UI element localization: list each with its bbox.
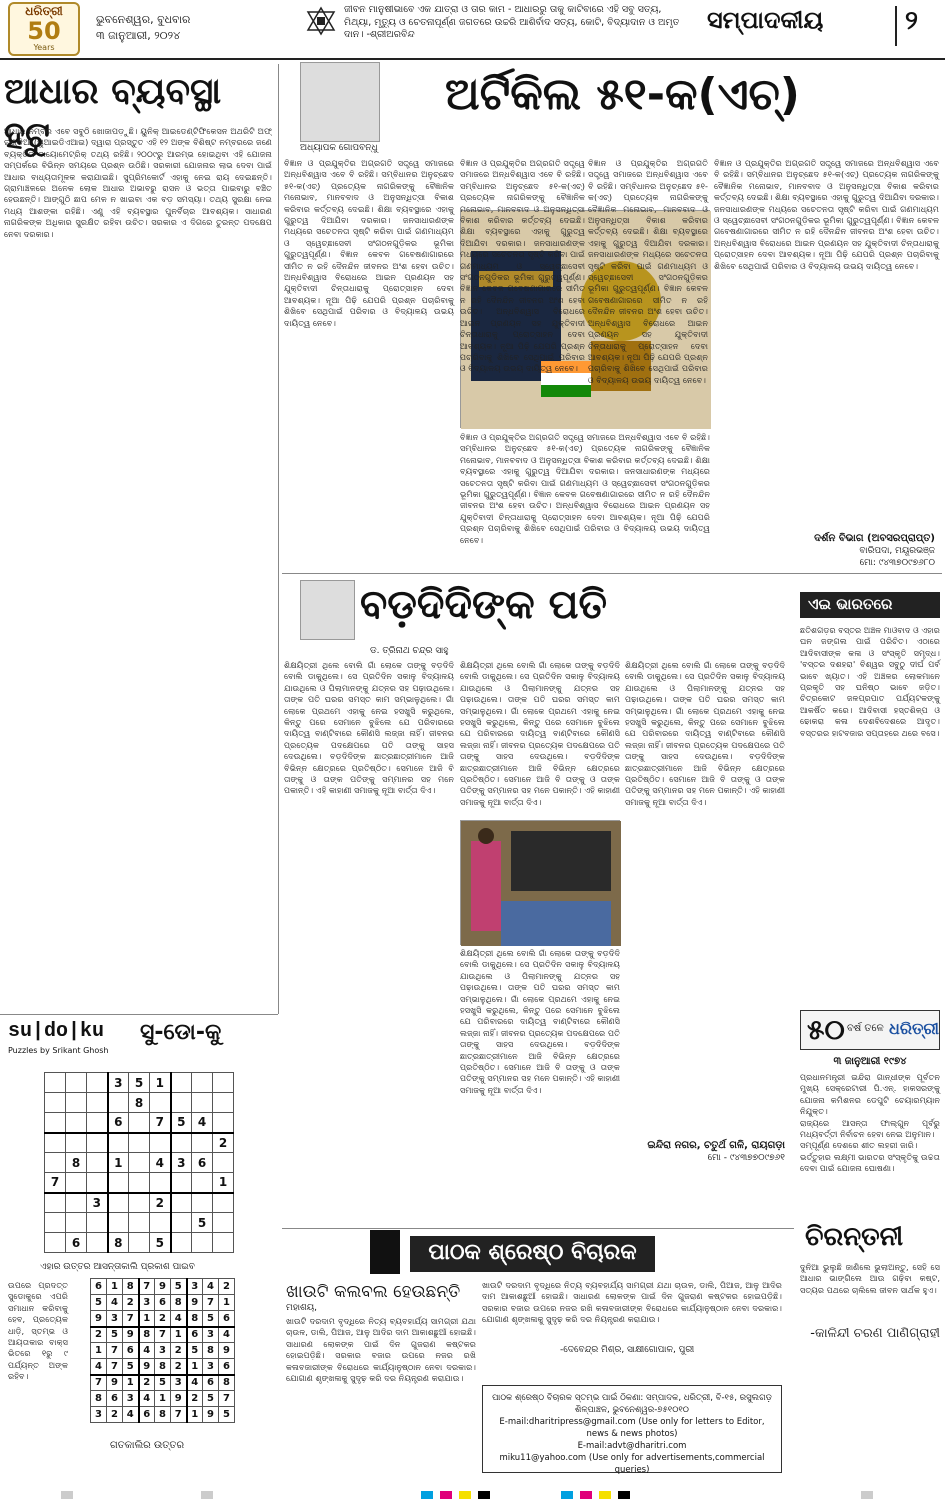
- sudoku-cell: 9: [107, 1375, 123, 1391]
- article2-headline: ବଡ଼ଦିଦିଙ୍କ ପତି: [360, 582, 608, 628]
- sudoku-cell: [213, 1233, 234, 1253]
- sudoku-cell: [171, 1133, 192, 1153]
- sudoku-cell: [213, 1113, 234, 1133]
- sudoku-cell: 3: [187, 1279, 203, 1295]
- sudoku-cell: [45, 1153, 66, 1173]
- sudoku-cell: 6: [107, 1391, 123, 1407]
- gray-swatch: [861, 1491, 873, 1499]
- sudoku-cell: 4: [203, 1279, 219, 1295]
- sudoku-cell: 4: [139, 1343, 155, 1359]
- black-swatch: [618, 1491, 630, 1499]
- sudoku-cell: 3: [139, 1295, 155, 1311]
- sudoku-cell: [192, 1073, 213, 1093]
- sudoku-cell: 5: [203, 1311, 219, 1327]
- sudoku-row: [45, 1093, 234, 1113]
- sudoku-cell: [213, 1093, 234, 1113]
- sudoku-cell: 6: [139, 1407, 155, 1423]
- sudoku-cell: 5: [187, 1343, 203, 1359]
- sudoku-cell: 3: [123, 1391, 139, 1407]
- sudoku-cell: 2: [107, 1407, 123, 1423]
- sudoku-cell: 9: [123, 1327, 139, 1343]
- fifty-years-item: ଭର୍ତ୍ତୁହାର ଲକ୍ଷ୍ମୀ ଭାରତର ସଂସ୍କୃତିକୁ ଉଚ୍ଚତା ଦେବା ପାଇଁ ଯୋଜନା ଘୋଷଣା।: [800, 1151, 940, 1174]
- sudoku-cell: 1: [219, 1295, 235, 1311]
- sudoku-row: [45, 1073, 234, 1093]
- classroom-photo: [460, 820, 620, 945]
- masthead: [0, 0, 945, 60]
- sudoku-cell: [213, 1193, 234, 1213]
- sudoku-cell: [87, 1233, 108, 1253]
- sudoku-cell: 8: [171, 1295, 187, 1311]
- cyan-swatch: [421, 1491, 433, 1499]
- logo-sub: Years: [33, 43, 55, 52]
- article1-headline: ଅର୍ଟିକିଲ ୫୧-କ(ଏଚ୍): [445, 69, 800, 120]
- sudoku-cell: 9: [139, 1359, 155, 1375]
- magenta-swatch: [580, 1491, 592, 1499]
- sudoku-cell: [192, 1173, 213, 1193]
- sudoku-cell: 7: [123, 1311, 139, 1327]
- sudoku-cell: 7: [203, 1295, 219, 1311]
- sudoku-row: [45, 1113, 234, 1133]
- sudoku-cell: [66, 1113, 87, 1133]
- print-registration-bar: [0, 1478, 945, 1498]
- letter1-body-col2: ଖାଉଟି ଦରଦାମ ବୃଦ୍ଧିରେ ନିତ୍ୟ ବ୍ୟବହାର୍ଯ୍ୟ ସାମଗ୍ରୀ ଯଥା ଚାଉଳ, ଡାଲି, ପିଆଜ, ଆଳୁ ଆଦିର ଦାମ ଆକାଶଛୁଆଁ ହୋଇଛି। ସାଧାରଣ ଲୋକଙ୍କ ପାଇଁ ଦିନ ଗୁଜରାଣ କଷ୍ଟକର ହୋଇପଡ଼ିଛି। ସରକାର ବଜାର ଉପରେ ନଜର ରଖି କଳାବଜାରୀଙ୍କ ବିରୋଧରେ କାର୍ଯ୍ୟାନୁଷ୍ଠାନ ନେବା ଦରକାର। ଯୋଗାଣ ଶୃଙ୍ଖଳାକୁ ସୁଦୃଢ଼ କରି ଦର ନିୟନ୍ତ୍ରଣ କରାଯାଉ।: [482, 1280, 782, 1325]
- sudoku-cell: 1: [91, 1343, 107, 1359]
- section-title: ସମ୍ପାଦକୀୟ: [707, 6, 897, 46]
- sudoku-cell: [192, 1133, 213, 1153]
- sudoku-cell: 2: [155, 1311, 171, 1327]
- article1-author-phone: ମୋ: ୯୪୩୭୦୯୭୬୮୦: [859, 558, 935, 568]
- sudoku-cell: 2: [171, 1359, 187, 1375]
- sudoku-cell: 8: [203, 1343, 219, 1359]
- sudoku-cell: 7: [171, 1407, 187, 1423]
- sudoku-cell: [45, 1113, 66, 1133]
- article1-body-col1: ବିଜ୍ଞାନ ଓ ପ୍ରଯୁକ୍ତିର ଅଗ୍ରଗତି ସତ୍ତ୍ୱେ ସମାଜରେ ଅନ୍ଧବିଶ୍ୱାସ ଏବେ ବି ରହିଛି। ସମ୍ବିଧାନର ଅନୁଚ୍ଛେଦ ୫୧-କ(ଏଚ୍) ପ୍ରତ୍ୟେକ ନାଗରିକଙ୍କୁ ବୈଜ୍ଞାନିକ ମନୋଭାବ, ମାନବବାଦ ଓ ଅନୁସନ୍ଧିତ୍ସା ବିକାଶ କରିବାର କର୍ତ୍ତବ୍ୟ ଦେଇଛି। ଶିକ୍ଷା ବ୍ୟବସ୍ଥାରେ ଏହାକୁ ଗୁରୁତ୍ୱ ଦିଆଯିବା ଦରକାର। ଜନସାଧାରଣଙ୍କ ମଧ୍ୟରେ ସଚେତନତା ସୃଷ୍ଟି କରିବା ପାଇଁ ଗଣମାଧ୍ୟମ ଓ ସ୍ୱେଚ୍ଛାସେବୀ ସଂଗଠନଗୁଡ଼ିକର ଭୂମିକା ଗୁରୁତ୍ୱପୂର୍ଣ୍ଣ। ବିଜ୍ଞାନ କେବଳ ଗବେଷଣାଗାରରେ ସୀମିତ ନ ରହି ଦୈନନ୍ଦିନ ଜୀବନର ଅଂଶ ହେବା ଉଚିତ। ଅନ୍ଧବିଶ୍ୱାସ ବିରୋଧରେ ଆଇନ ପ୍ରଣୟନ ସହ ଯୁକ୍ତିବାଦୀ ଚିନ୍ତାଧାରାକୁ ପ୍ରୋତ୍ସାହନ ଦେବା ଆବଶ୍ୟକ। ନୂଆ ପିଢ଼ି ଯେପରି ପ୍ରଶ୍ନ ପଚାରିବାକୁ ଶିଖିବେ ସେଥିପାଇଁ ପରିବାର ଓ ବିଦ୍ୟାଳୟ ଉଭୟ ଦାୟିତ୍ୱ ନେବେ।: [284, 158, 454, 328]
- author-photo-1: [300, 62, 380, 142]
- sudoku-cell: 9: [203, 1407, 219, 1423]
- contact-email-advt[interactable]: E-mail:advt@dharitri.com: [577, 1441, 687, 1451]
- article2-author-phone: ମୋ - ୯୪୩୭୭୦୯୭୬୧: [707, 1153, 785, 1163]
- section-divider: [282, 573, 942, 574]
- sudoku-cell: 3: [87, 1193, 108, 1213]
- this-india-title: ଏଇ ଭାରତରେ: [800, 592, 940, 618]
- sudoku-cell: 3: [107, 1311, 123, 1327]
- sudoku-cell: 3: [155, 1343, 171, 1359]
- sudoku-cell: [66, 1093, 87, 1113]
- author-photo-2: [300, 580, 355, 640]
- sudoku-cell: 8: [91, 1391, 107, 1407]
- sudoku-cell: [213, 1153, 234, 1173]
- sudoku-cell: 1: [139, 1311, 155, 1327]
- sudoku-row: [91, 1375, 235, 1391]
- sudoku-cell: [171, 1173, 192, 1193]
- sudoku-row: [91, 1343, 235, 1359]
- sudoku-cell: [192, 1233, 213, 1253]
- sudoku-logo: su|do|ku: [8, 1020, 105, 1043]
- sudoku-cell: 5: [155, 1375, 171, 1391]
- sudoku-cell: 3: [203, 1327, 219, 1343]
- classroom-illustration: [461, 821, 621, 946]
- sudoku-cell: 6: [108, 1113, 129, 1133]
- sudoku-cell: [87, 1213, 108, 1233]
- sudoku-cell: [129, 1113, 150, 1133]
- sudoku-row: [91, 1391, 235, 1407]
- letters-icon: [370, 1230, 400, 1274]
- gray-swatch: [201, 1491, 213, 1499]
- sudoku-cell: 7: [107, 1343, 123, 1359]
- sudoku-row: [45, 1133, 234, 1153]
- sudoku-cell: 9: [171, 1391, 187, 1407]
- author-caption-2: ଡ. ତ୍ରିନାଥ ଚନ୍ଦ୍ର ସାହୁ: [370, 646, 449, 656]
- sudoku-cell: 5: [203, 1391, 219, 1407]
- sudoku-cell: 6: [192, 1153, 213, 1173]
- sudoku-cell: 8: [66, 1153, 87, 1173]
- sudoku-cell: 6: [123, 1343, 139, 1359]
- fifty-years-number: ୫୦: [807, 1013, 845, 1046]
- sudoku-cell: 4: [107, 1295, 123, 1311]
- sudoku-cell: 4: [219, 1327, 235, 1343]
- issue-date: ୩ ଜାନୁଆରୀ, ୨୦୨୪: [96, 29, 181, 42]
- sudoku-cell: 6: [219, 1311, 235, 1327]
- daily-quote: ଜୀବନ ମାନୁଷୀଭାବେ ଏକ ଯାତ୍ରା ଓ ତାର କାମ - ଆଧାରରୁ ତାକୁ କାଟିବାରେ ଏହି ସବୁ ସତ୍ୟ, ମିଥ୍ୟା, ମୃତ୍ୟୁ ଓ ଚେତନାପୂର୍ଣ୍ଣ ଜଗତରେ ଉଚ୍ଚରି ଆଶିର୍ବାଦ ସତ୍ୟ, କୋଟି, ବିଦ୍ୟାଦାନ ଓ ଅମୃତ ଦାନ। -ଶ୍ରୀଅରବିନ୍ଦ: [344, 4, 680, 40]
- sudoku-cell: [87, 1173, 108, 1193]
- sudoku-cell: [87, 1153, 108, 1173]
- fifty-years-item: ପ୍ରଧାନମନ୍ତ୍ରୀ ଇନ୍ଦିରା ଗାନ୍ଧୀଙ୍କ ପୂର୍ବତନ ମୁଖ୍ୟ ସେକ୍ରେଟାରୀ ପି.ଏନ୍. ହାକସରଙ୍କୁ ଯୋଜନା କମିଶନର ଡେପୁଟି ଚେୟାରମ୍ୟାନ ନିଯୁକ୍ତ।: [800, 1072, 940, 1117]
- yellow-swatch: [459, 1491, 471, 1499]
- sudoku-cell: [171, 1073, 192, 1093]
- sudoku-cell: [129, 1193, 150, 1213]
- article1-author-block: [720, 533, 935, 569]
- sudoku-cell: 5: [150, 1233, 171, 1253]
- sudoku-cell: 8: [155, 1359, 171, 1375]
- article1-author-name: ଦର୍ଶନ ବିଭାଗ (ଅବସରପ୍ରାପ୍ତ): [814, 533, 935, 544]
- sudoku-cell: 3: [203, 1359, 219, 1375]
- sudoku-cell: 2: [150, 1193, 171, 1213]
- sudoku-title-odia: ସୁ-ଡୋ-କୁ: [140, 1020, 222, 1045]
- sudoku-cell: 2: [213, 1133, 234, 1153]
- sudoku-cell: [108, 1133, 129, 1153]
- sudoku-cell: 3: [91, 1407, 107, 1423]
- registration-marks-1: [60, 1484, 74, 1503]
- cyan-swatch: [561, 1491, 573, 1499]
- sudoku-cell: 6: [203, 1375, 219, 1391]
- sudoku-cell: 9: [219, 1343, 235, 1359]
- sudoku-cell: [87, 1133, 108, 1153]
- fifty-years-title: ବର୍ଷ ତଳେ: [847, 1023, 884, 1034]
- author-caption-1: ଅଧ୍ୟାପକ ଗୋପବନ୍ଧୁ: [300, 143, 378, 153]
- sudoku-cell: 1: [187, 1359, 203, 1375]
- letters-divider: [282, 1228, 794, 1229]
- editorial-headline: ଆଧାର ବ୍ୟବସ୍ଥା ହଟୁ: [4, 71, 222, 156]
- sudoku-cell: 8: [219, 1375, 235, 1391]
- letter1-salutation: ମହାଶୟ,: [286, 1303, 318, 1313]
- letters-contact-box: [482, 1385, 782, 1473]
- sudoku-cell: 7: [219, 1391, 235, 1407]
- fifty-years-item: ରାଜ୍ୟରେ ଆସନ୍ତା ଫାଲ୍ଗୁନ ପୂର୍ବରୁ ମଧ୍ୟବର୍ତ୍ତୀ ନିର୍ବାଚନ ହେବା ନେଇ ଅନୁମାନ।: [800, 1117, 940, 1140]
- sudoku-cell: [66, 1193, 87, 1213]
- sudoku-cell: [45, 1133, 66, 1153]
- sudoku-solution-caption: ଗତକାଲିର ଉତ୍ତର: [110, 1440, 185, 1451]
- page-number: ୨: [905, 6, 918, 36]
- sudoku-cell: 5: [107, 1327, 123, 1343]
- fifty-years-item: ସମ୍ପୂର୍ଣ୍ଣ ଦେଶରେ ଶୀତ ଲହରୀ ଜାରି।: [800, 1140, 918, 1151]
- sudoku-cell: [87, 1093, 108, 1113]
- chirantani-author: -କାଳିନ୍ଦୀ ଚରଣ ପାଣିଗ୍ରାହୀ: [810, 1326, 940, 1341]
- registration-marks-3: [860, 1484, 874, 1503]
- sudoku-cell: 8: [187, 1311, 203, 1327]
- sudoku-cell: 4: [91, 1359, 107, 1375]
- sudoku-cell: 4: [187, 1375, 203, 1391]
- sudoku-cell: 3: [171, 1153, 192, 1173]
- sudoku-row: [91, 1311, 235, 1327]
- article2-body-col4: ଶିକ୍ଷୟିତ୍ରୀ ଥିଲେ ବୋଲି ଗାଁ ଲୋକେ ତାଙ୍କୁ ବଡ଼ଦିଦି ବୋଲି ଡାକୁଥିଲେ। ସେ ପ୍ରତିଦିନ ସକାଳୁ ବିଦ୍ୟାଳୟ ଯାଉଥିଲେ ଓ ପିଲାମାନଙ୍କୁ ଯତ୍ନର ସହ ପଢ଼ାଉଥିଲେ। ତାଙ୍କ ପତି ଘରର ସମସ୍ତ କାମ ସମ୍ଭାଳୁଥିଲେ। ଗାଁ ଲୋକେ ପ୍ରଥମେ ଏହାକୁ ନେଇ ହସଖୁସି କରୁଥିଲେ, କିନ୍ତୁ ପରେ ସେମାନେ ବୁଝିଲେ ଯେ ପରିବାରରେ ଦାୟିତ୍ୱ ବାଣ୍ଟିବାରେ କୌଣସି ଲଜ୍ଜା ନାହିଁ। ଜୀବନର ପ୍ରତ୍ୟେକ ପଦକ୍ଷେପରେ ପତି ତାଙ୍କୁ ସାହସ ଦେଉଥିଲେ। ବଡ଼ଦିଦିଙ୍କ ଛାତ୍ରଛାତ୍ରୀମାନେ ଆଜି ବିଭିନ୍ନ କ୍ଷେତ୍ରରେ ପ୍ରତିଷ୍ଠିତ। ସେମାନେ ଆଜି ବି ତାଙ୍କୁ ଓ ତାଙ୍କ ପତିଙ୍କୁ ସମ୍ମାନର ସହ ମନେ ପକାନ୍ତି। ଏହି କାହାଣୀ ସମାଜକୁ ନୂଆ ବାର୍ତ୍ତା ଦିଏ।: [625, 660, 785, 807]
- letter1-body-col1: ଖାଉଟି ଦରଦାମ ବୃଦ୍ଧିରେ ନିତ୍ୟ ବ୍ୟବହାର୍ଯ୍ୟ ସାମଗ୍ରୀ ଯଥା ଚାଉଳ, ଡାଲି, ପିଆଜ, ଆଳୁ ଆଦିର ଦାମ ଆକାଶଛୁଆଁ ହୋଇଛି। ସାଧାରଣ ଲୋକଙ୍କ ପାଇଁ ଦିନ ଗୁଜରାଣ କଷ୍ଟକର ହୋଇପଡ଼ିଛି। ସରକାର ବଜାର ଉପରେ ନଜର ରଖି କଳାବଜାରୀଙ୍କ ବିରୋଧରେ କାର୍ଯ୍ୟାନୁଷ୍ଠାନ ନେବା ଦରକାର। ଯୋଗାଣ ଶୃଙ୍ଖଳାକୁ ସୁଦୃଢ଼ କରି ଦର ନିୟନ୍ତ୍ରଣ କରାଯାଉ।: [286, 1316, 476, 1384]
- sudoku-cell: [45, 1073, 66, 1093]
- sudoku-cell: [129, 1133, 150, 1153]
- article1-body-col5: ବିଜ୍ଞାନ ଓ ପ୍ରଯୁକ୍ତିର ଅଗ୍ରଗତି ସତ୍ତ୍ୱେ ସମାଜରେ ଅନ୍ଧବିଶ୍ୱାସ ଏବେ ବି ରହିଛି। ସମ୍ବିଧାନର ଅନୁଚ୍ଛେଦ ୫୧-କ(ଏଚ୍) ପ୍ରତ୍ୟେକ ନାଗରିକଙ୍କୁ ବୈଜ୍ଞାନିକ ମନୋଭାବ, ମାନବବାଦ ଓ ଅନୁସନ୍ଧିତ୍ସା ବିକାଶ କରିବାର କର୍ତ୍ତବ୍ୟ ଦେଇଛି। ଶିକ୍ଷା ବ୍ୟବସ୍ଥାରେ ଏହାକୁ ଗୁରୁତ୍ୱ ଦିଆଯିବା ଦରକାର। ଜନସାଧାରଣଙ୍କ ମଧ୍ୟରେ ସଚେତନତା ସୃଷ୍ଟି କରିବା ପାଇଁ ଗଣମାଧ୍ୟମ ଓ ସ୍ୱେଚ୍ଛାସେବୀ ସଂଗଠନଗୁଡ଼ିକର ଭୂମିକା ଗୁରୁତ୍ୱପୂର୍ଣ୍ଣ। ବିଜ୍ଞାନ କେବଳ ଗବେଷଣାଗାରରେ ସୀମିତ ନ ରହି ଦୈନନ୍ଦିନ ଜୀବନର ଅଂଶ ହେବା ଉଚିତ। ଅନ୍ଧବିଶ୍ୱାସ ବିରୋଧରେ ଆଇନ ପ୍ରଣୟନ ସହ ଯୁକ୍ତିବାଦୀ ଚିନ୍ତାଧାରାକୁ ପ୍ରୋତ୍ସାହନ ଦେବା ଆବଶ୍ୟକ। ନୂଆ ପିଢ଼ି ଯେପରି ପ୍ରଶ୍ନ ପଚାରିବାକୁ ଶିଖିବେ ସେଥିପାଇଁ ପରିବାର ଓ ବିଦ୍ୟାଳୟ ଉଭୟ ଦାୟିତ୍ୱ ନେବେ।: [714, 158, 939, 271]
- article2-author-place: ଇନ୍ଦିରା ନଗର, ଚତୁର୍ଥ ଗଳି, ରାୟଗଡ଼ା: [647, 1140, 785, 1151]
- sudoku-cell: 5: [123, 1359, 139, 1375]
- sudoku-cell: [171, 1193, 192, 1213]
- sudoku-cell: [66, 1213, 87, 1233]
- sudoku-cell: 8: [155, 1407, 171, 1423]
- article2-body-col1: ଶିକ୍ଷୟିତ୍ରୀ ଥିଲେ ବୋଲି ଗାଁ ଲୋକେ ତାଙ୍କୁ ବଡ଼ଦିଦି ବୋଲି ଡାକୁଥିଲେ। ସେ ପ୍ରତିଦିନ ସକାଳୁ ବିଦ୍ୟାଳୟ ଯାଉଥିଲେ ଓ ପିଲାମାନଙ୍କୁ ଯତ୍ନର ସହ ପଢ଼ାଉଥିଲେ। ତାଙ୍କ ପତି ଘରର ସମସ୍ତ କାମ ସମ୍ଭାଳୁଥିଲେ। ଗାଁ ଲୋକେ ପ୍ରଥମେ ଏହାକୁ ନେଇ ହସଖୁସି କରୁଥିଲେ, କିନ୍ତୁ ପରେ ସେମାନେ ବୁଝିଲେ ଯେ ପରିବାରରେ ଦାୟିତ୍ୱ ବାଣ୍ଟିବାରେ କୌଣସି ଲଜ୍ଜା ନାହିଁ। ଜୀବନର ପ୍ରତ୍ୟେକ ପଦକ୍ଷେପରେ ପତି ତାଙ୍କୁ ସାହସ ଦେଉଥିଲେ। ବଡ଼ଦିଦିଙ୍କ ଛାତ୍ରଛାତ୍ରୀମାନେ ଆଜି ବିଭିନ୍ନ କ୍ଷେତ୍ରରେ ପ୍ରତିଷ୍ଠିତ। ସେମାନେ ଆଜି ବି ତାଙ୍କୁ ଓ ତାଙ୍କ ପତିଙ୍କୁ ସମ୍ମାନର ସହ ମନେ ପକାନ୍ତି। ଏହି କାହାଣୀ ସମାଜକୁ ନୂଆ ବାର୍ତ୍ତା ଦିଏ।: [284, 660, 454, 796]
- sudoku-cell: 9: [187, 1295, 203, 1311]
- logo-name: ଧରିତ୍ରୀ: [25, 4, 63, 18]
- article1-body-col3: ବିଜ୍ଞାନ ଓ ପ୍ରଯୁକ୍ତିର ଅଗ୍ରଗତି ସତ୍ତ୍ୱେ ସମାଜରେ ଅନ୍ଧବିଶ୍ୱାସ ଏବେ ବି ରହିଛି। ସମ୍ବିଧାନର ଅନୁଚ୍ଛେଦ ୫୧-କ(ଏଚ୍) ପ୍ରତ୍ୟେକ ନାଗରିକଙ୍କୁ ବୈଜ୍ଞାନିକ ମନୋଭାବ, ମାନବବାଦ ଓ ଅନୁସନ୍ଧିତ୍ସା ବିକାଶ କରିବାର କର୍ତ୍ତବ୍ୟ ଦେଇଛି। ଶିକ୍ଷା ବ୍ୟବସ୍ଥାରେ ଏହାକୁ ଗୁରୁତ୍ୱ ଦିଆଯିବା ଦରକାର। ଜନସାଧାରଣଙ୍କ ମଧ୍ୟରେ ସଚେତନତା ସୃଷ୍ଟି କରିବା ପାଇଁ ଗଣମାଧ୍ୟମ ଓ ସ୍ୱେଚ୍ଛାସେବୀ ସଂଗଠନଗୁଡ଼ିକର ଭୂମିକା ଗୁରୁତ୍ୱପୂର୍ଣ୍ଣ। ବିଜ୍ଞାନ କେବଳ ଗବେଷଣାଗାରରେ ସୀମିତ ନ ରହି ଦୈନନ୍ଦିନ ଜୀବନର ଅଂଶ ହେବା ଉଚିତ। ଅନ୍ଧବିଶ୍ୱାସ ବିରୋଧରେ ଆଇନ ପ୍ରଣୟନ ସହ ଯୁକ୍ତିବାଦୀ ଚିନ୍ତାଧାରାକୁ ପ୍ରୋତ୍ସାହନ ଦେବା ଆବଶ୍ୟକ। ନୂଆ ପିଢ଼ି ଯେପରି ପ୍ରଶ୍ନ ପଚାରିବାକୁ ଶିଖିବେ ସେଥିପାଇଁ ପରିବାର ଓ ବିଦ୍ୟାଳୟ ଉଭୟ ଦାୟିତ୍ୱ ନେବେ।: [588, 158, 708, 385]
- black-swatch: [478, 1491, 490, 1499]
- sudoku-cell: [108, 1193, 129, 1213]
- sudoku-cell: [129, 1213, 150, 1233]
- sudoku-cell: [129, 1153, 150, 1173]
- sudoku-row: [91, 1407, 235, 1423]
- sudoku-row: [45, 1213, 234, 1233]
- sudoku-cell: [45, 1213, 66, 1233]
- sudoku-cell: [192, 1093, 213, 1113]
- article2-body-col2: ଶିକ୍ଷୟିତ୍ରୀ ଥିଲେ ବୋଲି ଗାଁ ଲୋକେ ତାଙ୍କୁ ବଡ଼ଦିଦି ବୋଲି ଡାକୁଥିଲେ। ସେ ପ୍ରତିଦିନ ସକାଳୁ ବିଦ୍ୟାଳୟ ଯାଉଥିଲେ ଓ ପିଲାମାନଙ୍କୁ ଯତ୍ନର ସହ ପଢ଼ାଉଥିଲେ। ତାଙ୍କ ପତି ଘରର ସମସ୍ତ କାମ ସମ୍ଭାଳୁଥିଲେ। ଗାଁ ଲୋକେ ପ୍ରଥମେ ଏହାକୁ ନେଇ ହସଖୁସି କରୁଥିଲେ, କିନ୍ତୁ ପରେ ସେମାନେ ବୁଝିଲେ ଯେ ପରିବାରରେ ଦାୟିତ୍ୱ ବାଣ୍ଟିବାରେ କୌଣସି ଲଜ୍ଜା ନାହିଁ। ଜୀବନର ପ୍ରତ୍ୟେକ ପଦକ୍ଷେପରେ ପତି ତାଙ୍କୁ ସାହସ ଦେଉଥିଲେ। ବଡ଼ଦିଦିଙ୍କ ଛାତ୍ରଛାତ୍ରୀମାନେ ଆଜି ବିଭିନ୍ନ କ୍ଷେତ୍ରରେ ପ୍ରତିଷ୍ଠିତ। ସେମାନେ ଆଜି ବି ତାଙ୍କୁ ଓ ତାଙ୍କ ପତିଙ୍କୁ ସମ୍ମାନର ସହ ମନେ ପକାନ୍ତି। ଏହି କାହାଣୀ ସମାଜକୁ ନୂଆ ବାର୍ତ୍ତା ଦିଏ।: [460, 660, 620, 807]
- contact-address: ପାଠକ ଶ୍ରେଷ୍ଠ ବିଚାରକ ସ୍ତମ୍ଭ ପାଇଁ ଠିକଣା: ସମ୍ପାଦକ, ଧରିତ୍ରୀ, ବି-୧୫, ରସୁଲଗଡ଼ ଶିଳ୍ପାଞ୍ଚଳ, ଭୁବନେଶ୍ୱର-୭୫୧୦୧୦: [492, 1393, 772, 1415]
- sudoku-subtitle: Puzzles by Srikant Ghosh: [8, 1046, 109, 1055]
- sudoku-cell: [171, 1213, 192, 1233]
- sudoku-cell: 6: [91, 1279, 107, 1295]
- fifty-years-banner: [800, 1010, 940, 1050]
- sudoku-cell: [108, 1093, 129, 1113]
- sudoku-cell: 2: [139, 1375, 155, 1391]
- sudoku-cell: [171, 1093, 192, 1113]
- sudoku-cell: 1: [107, 1279, 123, 1295]
- sudoku-cell: 9: [155, 1279, 171, 1295]
- sudoku-cell: [213, 1073, 234, 1093]
- sudoku-cell: 7: [107, 1359, 123, 1375]
- this-india-body: ଛତିଶଗଡ଼ର ବସ୍ତର ଅଞ୍ଚଳ ମାଓବାଦ ଓ ଏହାର ଘନ ଜଙ୍ଗଲ ପାଇଁ ପରିଚିତ। ଏଠାରେ ଆଦିବାସୀଙ୍କ କଳା ଓ ସଂସ୍କୃତି ସମୃଦ୍ଧ। 'ବସ୍ତର ଦଶହରା' ବିଶ୍ୱର ସବୁଠୁ ଦୀର୍ଘ ପର୍ବ ଭାବେ ଖ୍ୟାତ। ଏହି ଅଞ୍ଚଳର ଲୋକମାନେ ପ୍ରକୃତି ସହ ଘନିଷ୍ଠ ଭାବେ ଜଡ଼ିତ। ଚିତ୍ରକୋଟ ଜଳପ୍ରପାତ ପର୍ଯ୍ୟଟକଙ୍କୁ ଆକର୍ଷିତ କରେ। ଆଦିବାସୀ ହସ୍ତଶିଳ୍ପ ଓ ଢୋକରା କଳା ଦେଶବିଦେଶରେ ଆଦୃତ। ବସ୍ତରର ହାଟବଜାର ସପ୍ତାହରେ ଥରେ ବସେ।: [800, 625, 940, 738]
- letter1-title: ଖାଉଟି କଲବଲ ହେଉଛନ୍ତି: [286, 1282, 461, 1302]
- color-swatches: [420, 1484, 491, 1503]
- dharitri-50-logo: [8, 2, 80, 56]
- fifty-years-brand: ଧରିତ୍ରୀ: [889, 1019, 939, 1038]
- sudoku-cell: [129, 1233, 150, 1253]
- sudoku-cell: 8: [123, 1279, 139, 1295]
- color-swatches-2: [560, 1484, 631, 1503]
- registration-marks-2: [200, 1484, 214, 1503]
- letters-banner: ପାଠକ ଶ୍ରେଷ୍ଠ ବିଚାରକ: [410, 1236, 655, 1272]
- sudoku-cell: [66, 1173, 87, 1193]
- sudoku-cell: 5: [171, 1279, 187, 1295]
- sudoku-cell: 7: [150, 1113, 171, 1133]
- sudoku-cell: [150, 1173, 171, 1193]
- sudoku-cell: [192, 1193, 213, 1213]
- sudoku-cell: 5: [219, 1407, 235, 1423]
- sudoku-cell: 8: [108, 1233, 129, 1253]
- sudoku-cell: [150, 1093, 171, 1113]
- sudoku-cell: 7: [139, 1279, 155, 1295]
- gray-swatch: [61, 1491, 73, 1499]
- sudoku-row: [45, 1233, 234, 1253]
- sudoku-cell: 3: [108, 1073, 129, 1093]
- sudoku-cell: [129, 1173, 150, 1193]
- sudoku-cell: 1: [187, 1407, 203, 1423]
- sudoku-cell: 1: [213, 1173, 234, 1193]
- sudoku-cell: 6: [219, 1359, 235, 1375]
- sudoku-cell: 2: [187, 1391, 203, 1407]
- sudoku-row: [45, 1173, 234, 1193]
- chirantani-title: ଚିରନ୍ତନୀ: [805, 1222, 904, 1252]
- sudoku-cell: 4: [192, 1113, 213, 1133]
- sudoku-cell: 3: [171, 1375, 187, 1391]
- yellow-swatch: [599, 1491, 611, 1499]
- sudoku-cell: [87, 1073, 108, 1093]
- magenta-swatch: [440, 1491, 452, 1499]
- article2-author-block: [625, 1140, 785, 1164]
- aurobindo-symbol-icon: [306, 6, 336, 36]
- sudoku-cell: 7: [45, 1173, 66, 1193]
- contact-email-commercial[interactable]: miku11@yahoo.com (Use only for advertisements,commercial queries): [499, 1453, 765, 1475]
- sudoku-cell: 1: [150, 1073, 171, 1093]
- sudoku-cell: 5: [171, 1113, 192, 1133]
- letter1-signature: -ଦେବେନ୍ଦ୍ର ମିଶ୍ର, ସାକ୍ଷୀଗୋପାଳ, ପୁରୀ: [560, 1345, 695, 1355]
- sudoku-solution-note: ଉପରେ ପ୍ରଦତ୍ତ ସୁଡୋକୁରେ ଏପରି ସମାଧାନ କରିବାକୁ ହେବ, ପ୍ରତ୍ୟେକ ଧାଡ଼ି, ସ୍ତମ୍ଭ ଓ ଆୟତାକାର ବାକ୍ସ ଭିତରେ ୧ରୁ ୯ ପର୍ଯ୍ୟନ୍ତ ଅଙ୍କ ରହିବ।: [8, 1280, 68, 1382]
- sudoku-cell: [66, 1073, 87, 1093]
- dateline: [96, 12, 190, 44]
- logo-years: 50: [27, 17, 61, 45]
- sudoku-cell: [45, 1193, 66, 1213]
- chirantani-body: ଦୁନିଆ ଭୁଲୁଛି ଜାଣିଲେ ଭୁଲାଅନ୍ତୁ, ସେହି ସେ ଆଧାର ଭାଙ୍ଗିଲେ ଆଉ ଗଢ଼ିବା କଷ୍ଟ, ସତ୍ୟର ପଥରେ ଚାଲିଲେ ଜୀବନ ସାର୍ଥକ ହୁଏ।: [800, 1262, 940, 1295]
- sudoku-cell: 8: [129, 1093, 150, 1113]
- sudoku-cell: 6: [155, 1295, 171, 1311]
- sudoku-cell: [108, 1213, 129, 1233]
- article1-body-col4: ବିଜ୍ଞାନ ଓ ପ୍ରଯୁକ୍ତିର ଅଗ୍ରଗତି ସତ୍ତ୍ୱେ ସମାଜରେ ଅନ୍ଧବିଶ୍ୱାସ ଏବେ ବି ରହିଛି। ସମ୍ବିଧାନର ଅନୁଚ୍ଛେଦ ୫୧-କ(ଏଚ୍) ପ୍ରତ୍ୟେକ ନାଗରିକଙ୍କୁ ବୈଜ୍ଞାନିକ ମନୋଭାବ, ମାନବବାଦ ଓ ଅନୁସନ୍ଧିତ୍ସା ବିକାଶ କରିବାର କର୍ତ୍ତବ୍ୟ ଦେଇଛି। ଶିକ୍ଷା ବ୍ୟବସ୍ଥାରେ ଏହାକୁ ଗୁରୁତ୍ୱ ଦିଆଯିବା ଦରକାର। ଜନସାଧାରଣଙ୍କ ମଧ୍ୟରେ ସଚେତନତା ସୃଷ୍ଟି କରିବା ପାଇଁ ଗଣମାଧ୍ୟମ ଓ ସ୍ୱେଚ୍ଛାସେବୀ ସଂଗଠନଗୁଡ଼ିକର ଭୂମିକା ଗୁରୁତ୍ୱପୂର୍ଣ୍ଣ। ବିଜ୍ଞାନ କେବଳ ଗବେଷଣାଗାରରେ ସୀମିତ ନ ରହି ଦୈନନ୍ଦିନ ଜୀବନର ଅଂଶ ହେବା ଉଚିତ। ଅନ୍ଧବିଶ୍ୱାସ ବିରୋଧରେ ଆଇନ ପ୍ରଣୟନ ସହ ଯୁକ୍ତିବାଦୀ ଚିନ୍ତାଧାରାକୁ ପ୍ରୋତ୍ସାହନ ଦେବା ଆବଶ୍ୟକ। ନୂଆ ପିଢ଼ି ଯେପରି ପ୍ରଶ୍ନ ପଚାରିବାକୁ ଶିଖିବେ ସେଥିପାଇଁ ପରିବାର ଓ ବିଦ୍ୟାଳୟ ଉଭୟ ଦାୟିତ୍ୱ ନେବେ।: [460, 432, 710, 545]
- sudoku-cell: 1: [123, 1375, 139, 1391]
- sudoku-cell: 1: [155, 1391, 171, 1407]
- sudoku-cell: [213, 1213, 234, 1233]
- fifty-years-date: ୩ ଜାନୁଆରୀ ୧୯୭୪: [833, 1056, 907, 1067]
- sudoku-cell: [108, 1173, 129, 1193]
- sudoku-row: [45, 1193, 234, 1213]
- sudoku-cell: [87, 1113, 108, 1133]
- sudoku-cell: 9: [91, 1311, 107, 1327]
- sudoku-cell: 6: [66, 1233, 87, 1253]
- column-divider: [278, 64, 279, 1014]
- sudoku-row: [91, 1327, 235, 1343]
- sudoku-divider: [0, 1014, 278, 1015]
- sudoku-cell: [66, 1133, 87, 1153]
- sudoku-cell: [45, 1233, 66, 1253]
- sudoku-cell: 5: [91, 1295, 107, 1311]
- fifty-years-list: [800, 1072, 940, 1192]
- sudoku-cell: 7: [91, 1375, 107, 1391]
- sudoku-row: [45, 1153, 234, 1173]
- sudoku-cell: [150, 1133, 171, 1153]
- article2-body-col3: ଶିକ୍ଷୟିତ୍ରୀ ଥିଲେ ବୋଲି ଗାଁ ଲୋକେ ତାଙ୍କୁ ବଡ଼ଦିଦି ବୋଲି ଡାକୁଥିଲେ। ସେ ପ୍ରତିଦିନ ସକାଳୁ ବିଦ୍ୟାଳୟ ଯାଉଥିଲେ ଓ ପିଲାମାନଙ୍କୁ ଯତ୍ନର ସହ ପଢ଼ାଉଥିଲେ। ତାଙ୍କ ପତି ଘରର ସମସ୍ତ କାମ ସମ୍ଭାଳୁଥିଲେ। ଗାଁ ଲୋକେ ପ୍ରଥମେ ଏହାକୁ ନେଇ ହସଖୁସି କରୁଥିଲେ, କିନ୍ତୁ ପରେ ସେମାନେ ବୁଝିଲେ ଯେ ପରିବାରରେ ଦାୟିତ୍ୱ ବାଣ୍ଟିବାରେ କୌଣସି ଲଜ୍ଜା ନାହିଁ। ଜୀବନର ପ୍ରତ୍ୟେକ ପଦକ୍ଷେପରେ ପତି ତାଙ୍କୁ ସାହସ ଦେଉଥିଲେ। ବଡ଼ଦିଦିଙ୍କ ଛାତ୍ରଛାତ୍ରୀମାନେ ଆଜି ବିଭିନ୍ନ କ୍ଷେତ୍ରରେ ପ୍ରତିଷ୍ଠିତ। ସେମାନେ ଆଜି ବି ତାଙ୍କୁ ଓ ତାଙ୍କ ପତିଙ୍କୁ ସମ୍ମାନର ସହ ମନେ ପକାନ୍ତି। ଏହି କାହାଣୀ ସମାଜକୁ ନୂଆ ବାର୍ତ୍ତା ଦିଏ।: [460, 948, 620, 1095]
- sudoku-cell: 2: [91, 1327, 107, 1343]
- sudoku-cell: 4: [123, 1407, 139, 1423]
- sudoku-row: [91, 1295, 235, 1311]
- sudoku-cell: 7: [155, 1327, 171, 1343]
- article1-author-place: ବାରିପଦା, ମୟୂରଭଞ୍ଜ: [859, 546, 935, 556]
- sudoku-cell: 5: [129, 1073, 150, 1093]
- sudoku-cell: 6: [187, 1327, 203, 1343]
- sudoku-solution-grid: [90, 1278, 235, 1423]
- sudoku-cell: 2: [123, 1295, 139, 1311]
- article1-body-col2: ବିଜ୍ଞାନ ଓ ପ୍ରଯୁକ୍ତିର ଅଗ୍ରଗତି ସତ୍ତ୍ୱେ ସମାଜରେ ଅନ୍ଧବିଶ୍ୱାସ ଏବେ ବି ରହିଛି। ସମ୍ବିଧାନର ଅନୁଚ୍ଛେଦ ୫୧-କ(ଏଚ୍) ପ୍ରତ୍ୟେକ ନାଗରିକଙ୍କୁ ବୈଜ୍ଞାନିକ ମନୋଭାବ, ମାନବବାଦ ଓ ଅନୁସନ୍ଧିତ୍ସା ବିକାଶ କରିବାର କର୍ତ୍ତବ୍ୟ ଦେଇଛି। ଶିକ୍ଷା ବ୍ୟବସ୍ଥାରେ ଏହାକୁ ଗୁରୁତ୍ୱ ଦିଆଯିବା ଦରକାର। ଜନସାଧାରଣଙ୍କ ମଧ୍ୟରେ ସଚେତନତା ସୃଷ୍ଟି କରିବା ପାଇଁ ଗଣମାଧ୍ୟମ ଓ ସ୍ୱେଚ୍ଛାସେବୀ ସଂଗଠନଗୁଡ଼ିକର ଭୂମିକା ଗୁରୁତ୍ୱପୂର୍ଣ୍ଣ। ବିଜ୍ଞାନ କେବଳ ଗବେଷଣାଗାରରେ ସୀମିତ ନ ରହି ଦୈନନ୍ଦିନ ଜୀବନର ଅଂଶ ହେବା ଉଚିତ। ଅନ୍ଧବିଶ୍ୱାସ ବିରୋଧରେ ଆଇନ ପ୍ରଣୟନ ସହ ଯୁକ୍ତିବାଦୀ ଚିନ୍ତାଧାରାକୁ ପ୍ରୋତ୍ସାହନ ଦେବା ଆବଶ୍ୟକ। ନୂଆ ପିଢ଼ି ଯେପରି ପ୍ରଶ୍ନ ପଚାରିବାକୁ ଶିଖିବେ ସେଥିପାଇଁ ପରିବାର ଓ ବିଦ୍ୟାଳୟ ଉଭୟ ଦାୟିତ୍ୱ ନେବେ।: [460, 158, 585, 374]
- sudoku-row: [91, 1359, 235, 1375]
- sudoku-cell: [171, 1233, 192, 1253]
- sudoku-cell: 4: [171, 1311, 187, 1327]
- sudoku-grid: [44, 1072, 234, 1253]
- sudoku-cell: 2: [171, 1343, 187, 1359]
- sudoku-cell: [45, 1093, 66, 1113]
- sudoku-cell: [150, 1213, 171, 1233]
- sudoku-cell: 5: [192, 1213, 213, 1233]
- editorial-body: ଆଧାର ନମ୍ବର ଏବେ ସବୁଠି ଖୋଜାପଡ଼ୁଛି। ୟୁନିକ୍ ଆଇଡେଣ୍ଟିଫିକେସନ ଅଥରିଟି ଅଫ୍ ଇଣ୍ଡିଆ (ୟୁଆଇଡିଏଆଇ) ଦ୍ୱାରା ପ୍ରସ୍ତୁତ ଏହି ୧୨ ଅଙ୍କ ବିଶିଷ୍ଟ ନମ୍ବରରେ ଜଣେ ବ୍ୟକ୍ତିର ବାୟୋମେଟ୍ରିକ୍ ତଥ୍ୟ ରହିଛି। ୨୦୦୯ରୁ ଆରମ୍ଭ ହୋଇଥିବା ଏହି ଯୋଜନା ସମ୍ପର୍କରେ ବିଭିନ୍ନ ସମୟରେ ପ୍ରଶ୍ନ ଉଠିଛି। ସରକାରୀ ଯୋଜନାର ଲାଭ ଦେବା ପାଇଁ ଆଧାର ବାଧ୍ୟତାମୂଳକ କରାଯାଇଛି। ସୁପ୍ରିମକୋର୍ଟ ଏହାକୁ ନେଇ ରାୟ ଦେଇଛନ୍ତି। ଗ୍ରାମାଞ୍ଚଳରେ ଅନେକ ଲୋକ ଆଧାର ଅଭାବରୁ ରାସନ ଓ ଭତ୍ତା ପାଇବାରୁ ବଞ୍ଚିତ ହେଉଛନ୍ତି। ଆଙ୍ଗୁଠି ଛାପ ମେଳ ନ ଖାଇବା ଏକ ବଡ଼ ସମସ୍ୟା। ତଥ୍ୟ ସୁରକ୍ଷା ନେଇ ମଧ୍ୟ ଆଶଙ୍କା ରହିଛି। ଏଣୁ ଏହି ବ୍ୟବସ୍ଥାର ପୁନର୍ବିଚାର ଆବଶ୍ୟକ। ସାଧାରଣ ନାଗରିକଙ୍କ ଅଧିକାର ସୁରକ୍ଷିତ ରହିବା ଉଚିତ। ସରକାର ଏ ଦିଗରେ ତୁରନ୍ତ ପଦକ୍ଷେପ ନେବା ଦରକାର।: [4, 126, 272, 239]
- sudoku-cell: 4: [150, 1153, 171, 1173]
- city-day: ଭୁବନେଶ୍ୱର, ବୁଧବାର: [96, 13, 191, 26]
- sudoku-cell: 1: [171, 1327, 187, 1343]
- sudoku-cell: 4: [139, 1391, 155, 1407]
- sudoku-cell: 8: [139, 1327, 155, 1343]
- sudoku-cell: 1: [108, 1153, 129, 1173]
- sudoku-row: [91, 1279, 235, 1295]
- sudoku-cell: 2: [219, 1279, 235, 1295]
- sudoku-note: ଏହାର ଉତ୍ତର ଆସନ୍ତାକାଲି ପ୍ରକାଶ ପାଇବ: [40, 1262, 195, 1272]
- contact-email-letters[interactable]: E-mail:dharitripress@gmail.com (Use only for letters to Editor, news & news photos): [499, 1417, 765, 1439]
